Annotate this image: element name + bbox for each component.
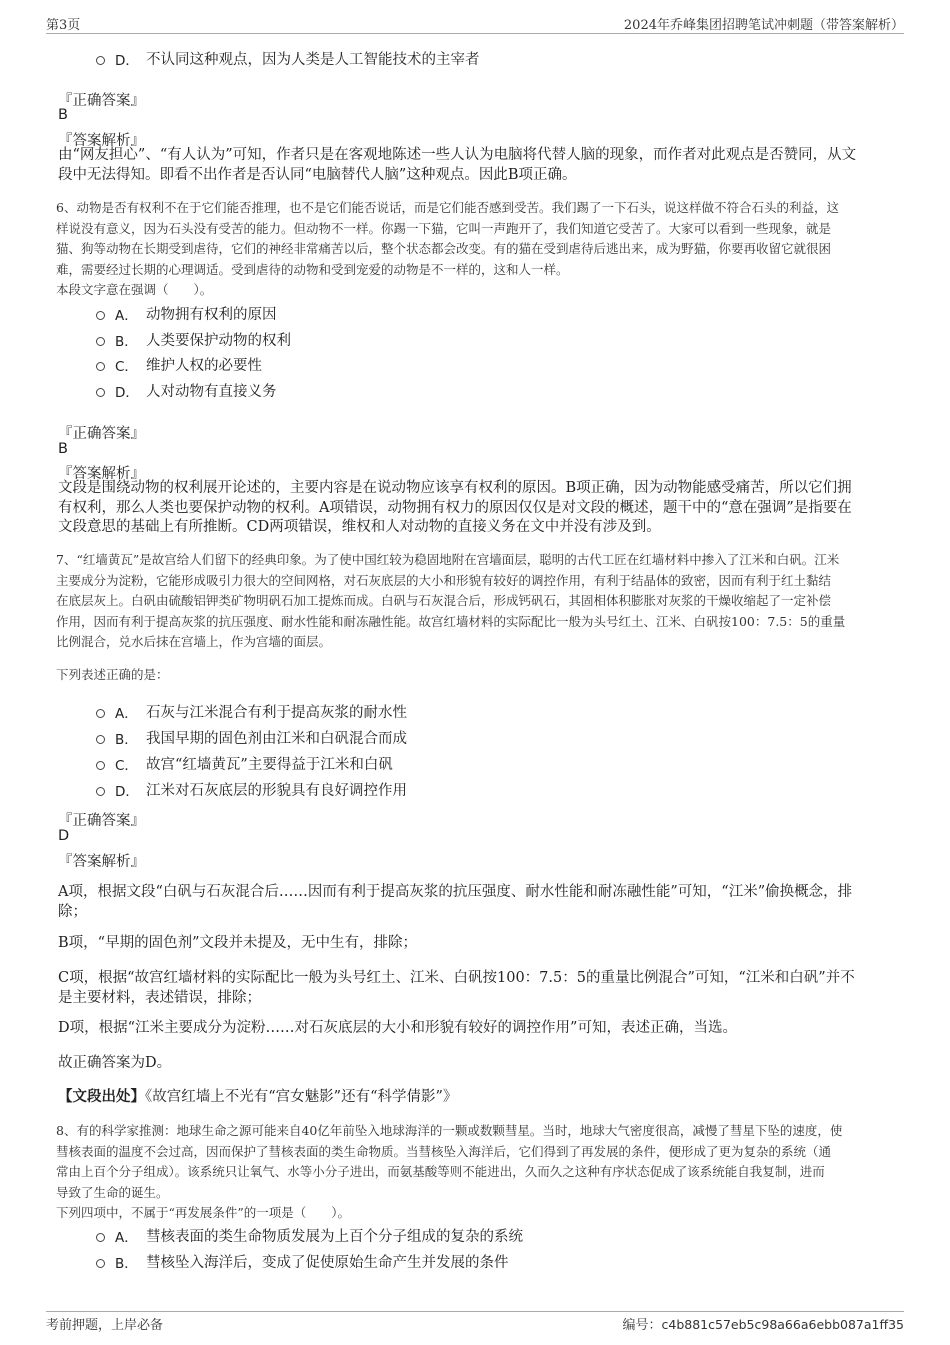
q6-analysis-label: 『答案解析』 (58, 466, 145, 482)
q7-option-c[interactable]: C． 故宫“红墙黄瓦”主要得益于江米和白矾 (96, 753, 393, 774)
q7-stem: 7、“红墙黄瓦”是故宫给人们留下的经典印象。为了使中国红较为稳固地附在宫墙面层，聪明的古代工匠在红墙材料中掺入了江米和白矾。江米 主要成分为淀粉，它能形成吸引力很大的空间网格，对石灰底层的大小和形貌有较好的调控作用，有利于结晶体的致密，因而有利于红土黏结 在底层灰上。白矾由硫酸铝钾类矿物明矾石加工提炼而成。白矾与石灰混合后，形成钙矾石，其固相体积膨胀对灰浆的干燥收缩起了一定补偿 作用，因而有利于提高灰浆的抗压强度、耐水性能和耐冻融性能。故宫红墙材料的实际配比一般为头号红土、江米、白矾按100：7.5：5的重量 比例混合，兑水后抹在宫墙上，作为宫墙的面层。 (56, 552, 846, 649)
q7-prompt: 下列表述正确的是： (56, 667, 169, 682)
q7-option-d[interactable]: D． 江米对石灰底层的形貌具有良好调控作用 (96, 779, 407, 800)
q7-option-a[interactable]: A． 石灰与江米混合有利于提高灰浆的耐水性 (96, 701, 407, 722)
q6-option-b[interactable]: B． 人类要保护动物的权利 (96, 329, 291, 350)
q7-analysis-b: B项，“早期的固色剂”文段并未提及，无中生有，排除； (58, 935, 417, 951)
radio-icon[interactable] (96, 1233, 105, 1242)
radio-icon[interactable] (96, 362, 105, 371)
footer-slogan: 考前押题，上岸必备 (46, 1318, 164, 1333)
radio-icon[interactable] (96, 311, 105, 320)
radio-icon[interactable] (96, 337, 105, 346)
q6-stem: 6、动物是否有权利不在于它们能否推理，也不是它们能否说话，而是它们能否感到受苦。我们踢了一下石头，说这样做不符合石头的利益，这 样说没有意义，因为石头没有受苦的能力。但动物不一样。你踢一下猫，它叫一声跑开了，我们知道它受苦了。大家可以看到一些现象，就是 猫、狗等动物在长期受到虐待，它们的神经非常痛苦以后，整个状态都会改变。有的猫在受到虐待后逃出来，成为野猫，你要再收留它就很困 难，需要经过长期的心理调适。受到虐待的动物和受到宠爱的动物是不一样的，这和人一样。 本段文字意在强调（ ）。 (56, 200, 839, 297)
q5-analysis: 由“网友担心”、“有人认为”可知，作者只是在客观地陈述一些人认为电脑将代替人脑的现象，而作者对此观点是否赞同，从文 段中无法得知。即看不出作者是否认同“电脑替代人脑”这种观点。因此B项正确。 (58, 147, 857, 183)
q7-option-b[interactable]: B． 我国早期的固色剂由江米和白矾混合而成 (96, 727, 407, 748)
document-code: 编号：c4b881c57eb5c98a66a6ebb087a1ff35 (622, 1317, 904, 1333)
radio-icon[interactable] (96, 735, 105, 744)
q5-correct-answer-label: 『正确答案』 (58, 93, 145, 109)
q8-option-a[interactable]: A． 彗核表面的类生命物质发展为上百个分子组成的复杂的系统 (96, 1225, 523, 1246)
q6-option-c[interactable]: C． 维护人权的必要性 (96, 354, 262, 375)
footer-divider (46, 1311, 904, 1312)
q7-source: 【文段出处】《故宫红墙上不光有“宫女魅影”还有“科学倩影”》 (58, 1088, 458, 1105)
q8-option-b[interactable]: B． 彗核坠入海洋后，变成了促使原始生命产生并发展的条件 (96, 1251, 509, 1272)
q6-analysis: 文段是围绕动物的权利展开论述的，主要内容是在说动物应该享有权利的原因。B项正确，因为动物能感受痛苦，所以它们拥 有权利，那么人类也要保护动物的权利。A项错误，动物拥有权力的原因仅仅是对文段的概述，题干中的“意在强调”是指要在 文段意思的基础上有所推断。CD两项错误，维权和人对动物的直接义务在文中并没有涉及到。 (58, 480, 852, 535)
q7-analysis-label: 『答案解析』 (58, 854, 145, 870)
q5-option-d[interactable]: D． 不认同这种观点，因为人类是人工智能技术的主宰者 (96, 48, 480, 69)
radio-icon[interactable] (96, 709, 105, 718)
q8-stem: 8、有的科学家推测：地球生命之源可能来自40亿年前坠入地球海洋的一颗或数颗彗星。当时，地球大气密度很高，减慢了彗星下坠的速度，使 彗核表面的温度不会过高，因而保护了彗核表面的类生命物质。当彗核坠入海洋后，它们得到了再发展的条件，便形成了更为复杂的系统（通 常由上百个分子组成）。该系统只让氧气、水等小分子进出，而氨基酸等则不能进出，久而久之这种有序状态促成了该系统能自我复制，进而 导致了生命的诞生。 下列四项中，不属于“再发展条件”的一项是（ ）。 (56, 1123, 843, 1220)
q6-option-d[interactable]: D． 人对动物有直接义务 (96, 380, 277, 401)
header-divider (46, 33, 904, 34)
q7-conclusion: 故正确答案为D。 (58, 1055, 172, 1071)
radio-icon[interactable] (96, 56, 105, 65)
q6-option-a[interactable]: A． 动物拥有权利的原因 (96, 303, 277, 324)
radio-icon[interactable] (96, 1259, 105, 1268)
q5-analysis-label: 『答案解析』 (58, 133, 145, 149)
q6-correct-answer-label: 『正确答案』 (58, 426, 145, 442)
radio-icon[interactable] (96, 761, 105, 770)
page-number: 第3页 (46, 18, 81, 33)
q5-answer: B (58, 107, 68, 123)
document-title: 2024年乔峰集团招聘笔试冲刺题（带答案解析） (623, 18, 904, 33)
q7-analysis-d: D项，根据“江米主要成分为淀粉……对石灰底层的大小和形貌有较好的调控作用”可知，表述正确，当选。 (58, 1020, 737, 1036)
q6-answer: B (58, 441, 68, 457)
q7-answer: D (58, 828, 70, 844)
q7-correct-answer-label: 『正确答案』 (58, 813, 145, 829)
q7-analysis-a: A项，根据文段“白矾与石灰混合后……因而有利于提高灰浆的抗压强度、耐水性能和耐冻融性能”可知，“江米”偷换概念，排 除； (58, 884, 853, 920)
q7-analysis-c: C项，根据“故宫红墙材料的实际配比一般为头号红土、江米、白矾按100：7.5：5的重量比例混合”可知，“江米和白矾”并不 是主要材料，表述错误，排除； (58, 970, 855, 1006)
radio-icon[interactable] (96, 787, 105, 796)
radio-icon[interactable] (96, 388, 105, 397)
